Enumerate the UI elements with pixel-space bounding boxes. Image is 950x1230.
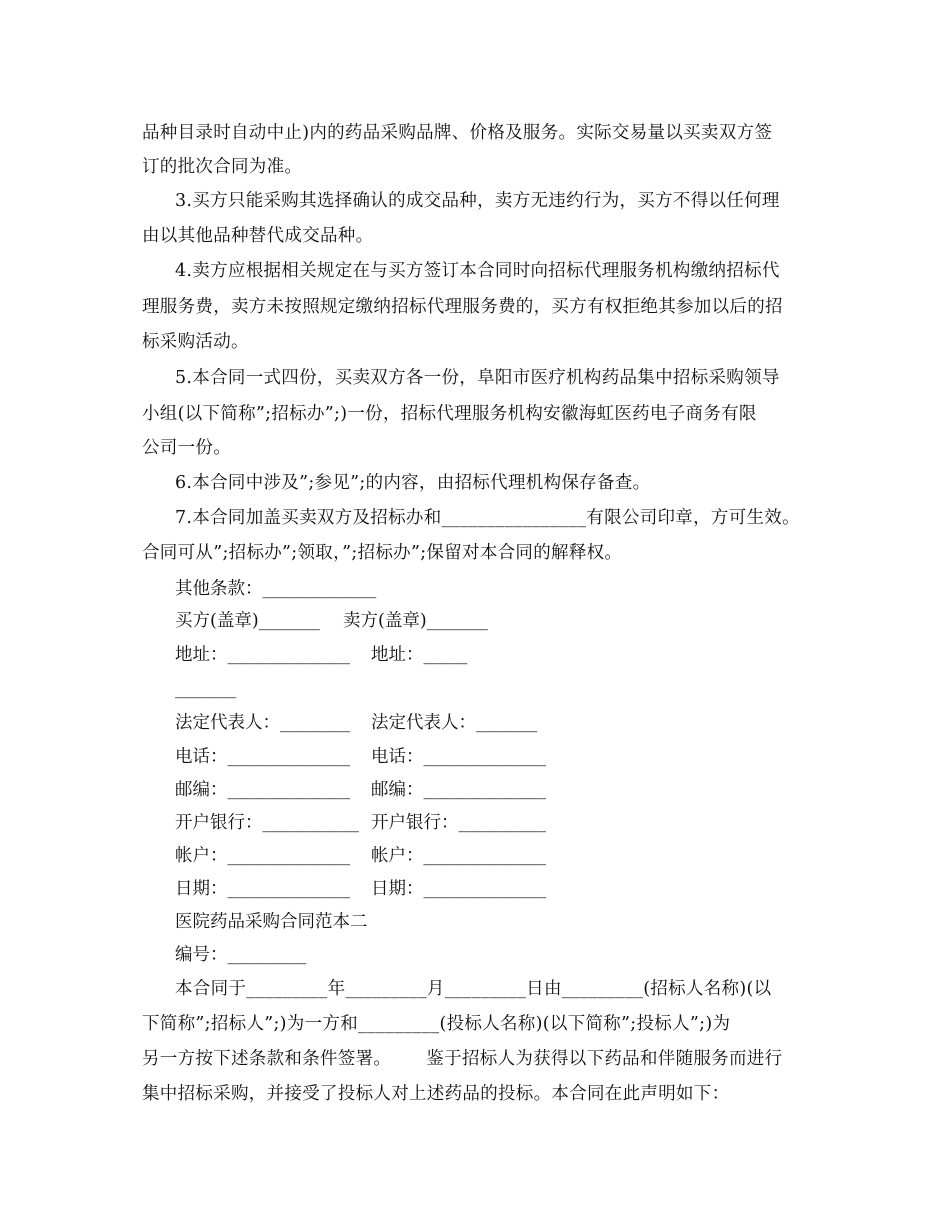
buyer-account-field: 帐户：______________ bbox=[175, 846, 350, 866]
clause-6-line-1: 6.本合同中涉及”;参见”;的内容，由招标代理机构保存备查。 bbox=[175, 473, 651, 493]
seller-address-field: 地址：_____ bbox=[371, 645, 468, 665]
template2-line-4: 集中招标采购，并接受了投标人对上述药品的投标。本合同在此声明如下： bbox=[142, 1084, 730, 1104]
clause-3-line-1: 3.买方只能采购其选择确认的成交品种，卖方无违约行为，买方不得以任何理 bbox=[175, 191, 780, 211]
clause-7-line-2: 合同可从”;招标办”;领取，”;招标办”;保留对本合同的解释权。 bbox=[142, 543, 623, 563]
seller-date-field: 日期：______________ bbox=[371, 879, 546, 899]
clause-4-line-3: 标采购活动。 bbox=[142, 332, 249, 352]
clause-4-line-1: 4.卖方应根据相关规定在与买方签订本合同时向招标代理服务机构缴纳招标代 bbox=[175, 261, 780, 281]
contract-number-field: 编号：_________ bbox=[175, 945, 307, 965]
clause-4-line-2: 理服务费，卖方未按照规定缴纳招标代理服务费的，买方有权拒绝其参加以后的招 bbox=[142, 297, 783, 317]
paragraph-2-line-1: 品种目录时自动中止)内的药品采购品牌、价格及服务。实际交易量以买卖双方签 bbox=[142, 123, 773, 143]
buyer-phone-field: 电话：______________ bbox=[175, 747, 350, 767]
buyer-bank-field: 开户银行：___________ bbox=[175, 813, 359, 833]
buyer-date-field: 日期：______________ bbox=[175, 879, 350, 899]
template2-line-2: 下简称”;招标人”;)为一方和_________(投标人名称)(以下简称”;投标人”;)为 bbox=[142, 1014, 731, 1034]
clause-5-line-3: 公司一份。 bbox=[142, 438, 231, 458]
buyer-seal-field: 买方(盖章)_______ bbox=[175, 611, 320, 631]
clause-5-line-1: 5.本合同一式四份，买卖双方各一份，阜阳市医疗机构药品集中招标采购领导 bbox=[175, 368, 780, 388]
section-title: 医院药品采购合同范本二 bbox=[175, 912, 368, 932]
paragraph-2-line-2: 订的批次合同为准。 bbox=[142, 157, 303, 177]
address-continuation-line: _______ bbox=[175, 679, 237, 699]
template2-line-1: 本合同于_________年_________月_________日由_________(招标人名称)(以 bbox=[175, 979, 772, 999]
seller-bank-field: 开户银行：__________ bbox=[371, 813, 546, 833]
template2-line-3: 另一方按下述条款和条件签署。 鉴于招标人为获得以下药品和伴随服务而进行 bbox=[142, 1049, 783, 1069]
clause-5-line-2: 小组(以下简称”;招标办”;)一份，招标代理服务机构安徽海虹医药电子商务有限 bbox=[142, 404, 757, 424]
seller-postcode-field: 邮编：______________ bbox=[371, 780, 546, 800]
buyer-postcode-field: 邮编：______________ bbox=[175, 780, 350, 800]
seller-seal-field: 卖方(盖章)_______ bbox=[343, 611, 488, 631]
clause-3-line-2: 由以其他品种替代成交品种。 bbox=[142, 226, 374, 246]
seller-phone-field: 电话：______________ bbox=[371, 747, 546, 767]
other-terms-field: 其他条款：_____________ bbox=[175, 579, 377, 599]
clause-7-line-1: 7.本合同加盖买卖双方及招标办和________________有限公司印章，方可生效。 bbox=[175, 508, 800, 528]
buyer-address-field: 地址：______________ bbox=[175, 645, 350, 665]
buyer-representative-field: 法定代表人：________ bbox=[175, 713, 350, 733]
seller-representative-field: 法定代表人：_______ bbox=[371, 713, 538, 733]
seller-account-field: 帐户：______________ bbox=[371, 846, 546, 866]
